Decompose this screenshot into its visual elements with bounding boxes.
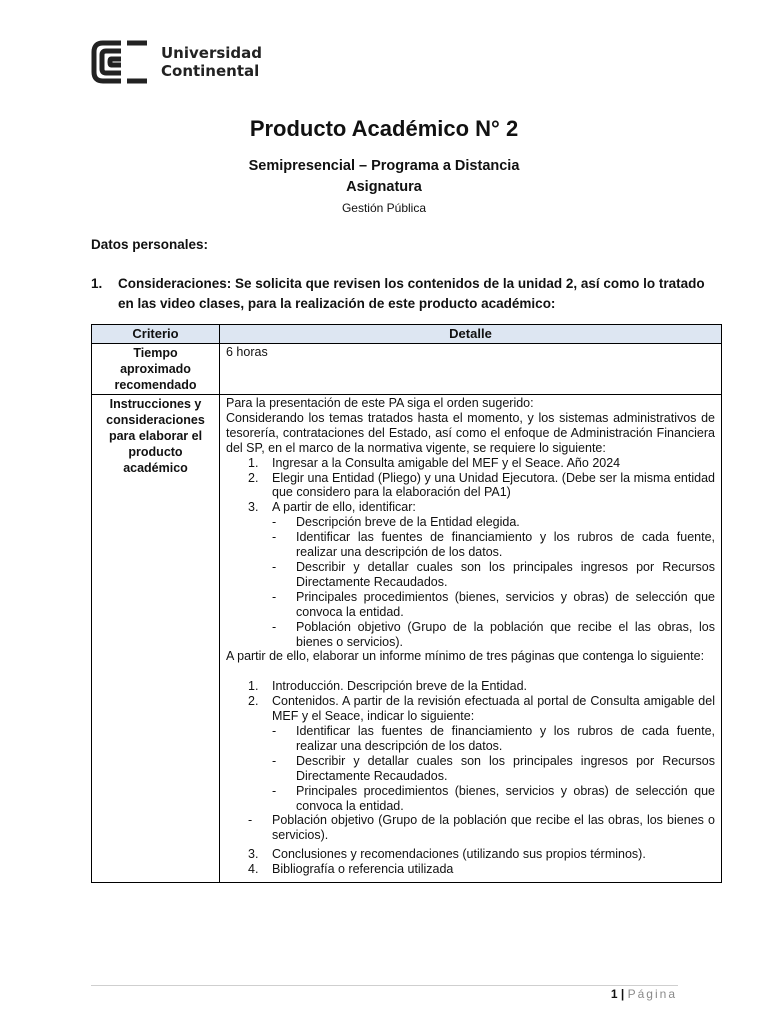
detalle-instrucciones xyxy=(220,395,722,883)
list-item: - Población objetivo (Grupo de la población que recibe el las obras, los bienes o servicios). xyxy=(248,813,715,843)
subtitle-program: Semipresencial – Programa a Distancia xyxy=(248,158,520,174)
list-item: - Principales procedimientos (bienes, servicios y obras) de selección que convoca la entidad. xyxy=(272,783,715,813)
list-item: 1. Ingresar a la Consulta amigable del MEF y el Seace. Año 2024 xyxy=(248,455,621,470)
logo-text xyxy=(161,44,262,80)
list-item: - Identificar las fuentes de financiamiento y los rubros de cada fuente, realizar una descripción de los datos. xyxy=(272,724,715,753)
logo-line-2: Continental xyxy=(161,62,260,80)
footer-separator: | xyxy=(620,987,625,1001)
consideraciones-number: 1. xyxy=(91,276,103,291)
list-item: 4. Bibliografía o referencia utilizada xyxy=(248,862,454,877)
footer-divider xyxy=(91,985,678,986)
subtitle-course: Gestión Pública xyxy=(341,201,427,215)
page-number: 1 xyxy=(610,987,618,1001)
criterio-tiempo: Tiempo aproximado recomendado xyxy=(92,344,220,395)
consideraciones-paragraph xyxy=(91,274,721,314)
list-item: 3. A partir de ello, identificar: xyxy=(248,500,416,515)
consideraciones-text: Consideraciones: Se solicita que revisen los contenidos de la unidad 2, así como lo tratado en las video clases, para la realización de este producto académico: xyxy=(118,276,705,311)
list-item: - Describir y detallar cuales son los principales ingresos por Recursos Directamente Recaudados. xyxy=(272,753,715,783)
table-row xyxy=(92,344,722,395)
intro-order: Para la presentación de este PA siga el orden sugerido: xyxy=(226,396,534,410)
header-detalle: Detalle xyxy=(220,325,722,344)
list-item: - Identificar las fuentes de financiamiento y los rubros de cada fuente, realizar una descripción de los datos. xyxy=(272,530,715,560)
list-item: 2. Elegir una Entidad (Pliego) y una Unidad Ejecutora. (Debe ser la misma entidad que considero para la elaboración del PA1) xyxy=(248,470,715,500)
page-label: Página xyxy=(627,987,677,1001)
university-logo xyxy=(91,40,262,84)
criterio-instrucciones: Instrucciones y consideraciones para elaborar el producto académico xyxy=(92,395,220,883)
table-header-row xyxy=(92,325,722,344)
list-item: - Descripción breve de la Entidad elegida. xyxy=(272,515,520,530)
document-title: Producto Académico N° 2 xyxy=(249,116,519,141)
header-criterio: Criterio xyxy=(92,325,220,344)
list-item: 1. Introducción. Descripción breve de la Entidad. xyxy=(248,679,528,694)
subtitle-asignatura: Asignatura xyxy=(346,179,422,195)
university-logo-icon xyxy=(91,40,151,84)
list-item: - Población objetivo (Grupo de la población que recibe el las obras, los bienes o servicios). xyxy=(272,619,715,649)
list-item: 3. Conclusiones y recomendaciones (utilizando sus propios términos). xyxy=(248,847,646,862)
intro-informe: A partir de ello, elaborar un informe mínimo de tres páginas que contenga lo siguiente: xyxy=(226,649,705,664)
logo-line-1: Universidad xyxy=(161,44,263,62)
intro-context: Considerando los temas tratados hasta el momento, y los sistemas administrativos de tesorería, contrataciones del Estado, así como el enfoque de Administración Financiera del SP, en el marco de la normativa vigente, se requiere lo siguiente: xyxy=(226,410,715,455)
page-footer xyxy=(611,987,677,1001)
list-item: 2. Contenidos. A partir de la revisión efectuada al portal de Consulta amigable del MEF y el Seace, indicar lo siguiente: xyxy=(248,694,715,724)
datos-personales-label: Datos personales: xyxy=(91,237,209,252)
detalle-tiempo: 6 horas xyxy=(220,344,722,395)
instructions-table xyxy=(91,324,722,883)
list-item: - Principales procedimientos (bienes, servicios y obras) de selección que convoca la entidad. xyxy=(272,589,715,619)
table-row xyxy=(92,395,722,883)
list-item: - Describir y detallar cuales son los principales ingresos por Recursos Directamente Recaudados. xyxy=(272,559,715,589)
